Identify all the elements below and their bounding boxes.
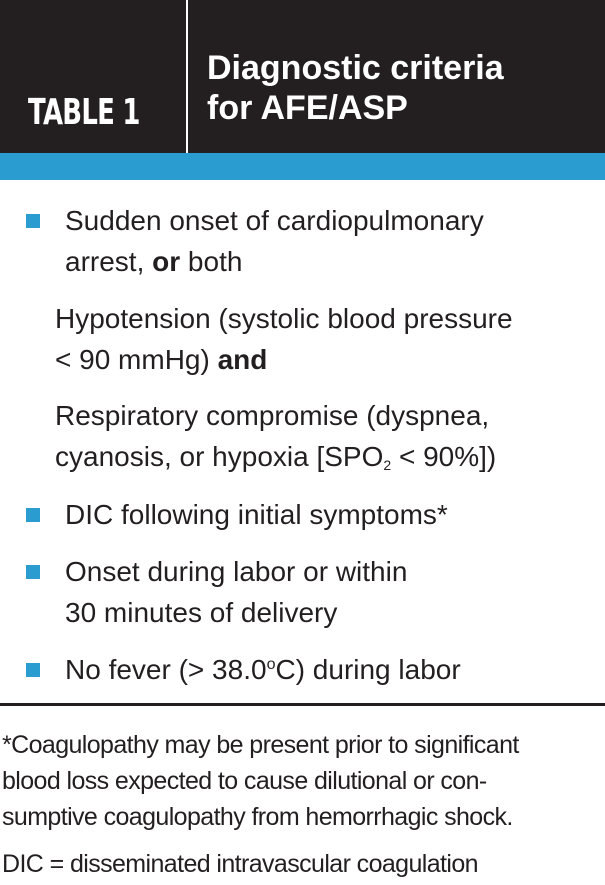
table-header xyxy=(0,0,605,153)
footnote-abbreviation: DIC = disseminated intravascular coagulation xyxy=(2,850,478,878)
criterion-text: DIC following initial symptoms* xyxy=(65,499,448,530)
subcriterion-text: Respiratory compromise (dyspnea, cyanosis, or hypoxia $[SPO_2 < 90\%]$) xyxy=(55,400,497,473)
accent-bar xyxy=(0,153,605,180)
bottom-divider xyxy=(0,703,605,706)
bullet-square-icon xyxy=(26,663,40,677)
table-number: TABLE 1 xyxy=(28,92,140,133)
bullet-square-icon xyxy=(26,508,40,522)
subcriterion-text: Hypotension (systolic blood pressure < 90 mmHg) and xyxy=(55,303,513,375)
table-title-line-1: Diagnostic criteria xyxy=(207,49,504,87)
table-title xyxy=(207,48,504,128)
criterion-text: Sudden onset of cardiopulmonary arrest, or both xyxy=(65,205,484,277)
criterion-text: Onset during labor or within 30 minutes of delivery xyxy=(65,556,408,628)
criterion-text: No fever (> $38.0^oC$) during labor xyxy=(65,654,461,685)
bullet-square-icon xyxy=(26,565,40,579)
bullet-square-icon xyxy=(26,214,40,228)
header-divider xyxy=(186,0,188,153)
footnote-coagulopathy: *Coagulopathy may be present prior to significant blood loss expected to cause dilutional or con- sumptive coagulopathy from hemorrhagic shock. xyxy=(2,731,519,831)
table-title-line-2: for AFE/ASP xyxy=(207,89,408,127)
